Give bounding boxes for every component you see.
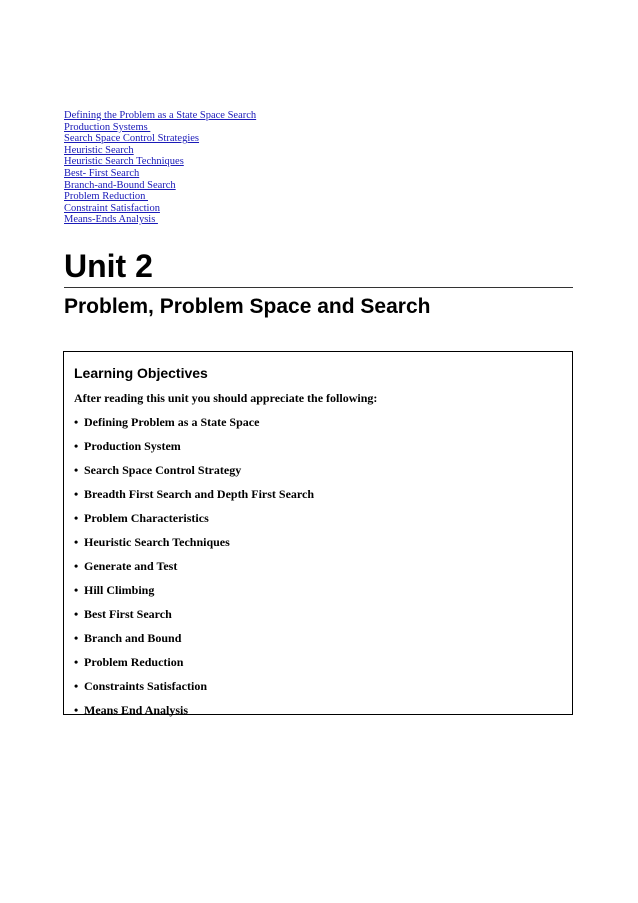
list-item: [74, 510, 314, 534]
toc-link[interactable]: Means-Ends Analysis: [64, 214, 158, 226]
list-item: [74, 462, 314, 486]
bullet-icon: •: [74, 487, 79, 501]
list-item: [74, 558, 314, 582]
list-item: [74, 654, 314, 678]
list-item: [74, 486, 314, 510]
list-item: [74, 582, 314, 606]
toc-link[interactable]: Heuristic Search: [64, 144, 134, 156]
objective-text: Defining Problem as a State Space: [84, 415, 260, 429]
objective-text: Means End Analysis: [84, 703, 189, 717]
table-of-contents: [64, 110, 256, 226]
toc-link[interactable]: Heuristic Search Techniques: [64, 156, 184, 168]
bullet-icon: •: [74, 415, 79, 429]
toc-link[interactable]: Branch-and-Bound Search: [64, 179, 176, 191]
bullet-icon: •: [74, 631, 79, 645]
list-item: [74, 606, 314, 630]
bullet-icon: •: [74, 679, 79, 693]
bullet-icon: •: [74, 607, 79, 621]
bullet-icon: •: [74, 703, 79, 717]
bullet-icon: •: [74, 655, 79, 669]
objective-text: Constraints Satisfaction: [84, 679, 208, 693]
objectives-intro: After reading this unit you should appreciate the following:: [74, 391, 378, 405]
objective-text: Breadth First Search and Depth First Search: [84, 487, 314, 501]
toc-link[interactable]: Problem Reduction: [64, 191, 148, 203]
objectives-list: [74, 414, 314, 726]
list-item: [74, 678, 314, 702]
objective-text: Branch and Bound: [84, 631, 182, 645]
unit-subtitle: Problem, Problem Space and Search: [64, 295, 431, 318]
learning-objectives-heading: Learning Objectives: [74, 365, 208, 381]
bullet-icon: •: [74, 559, 79, 573]
toc-link[interactable]: Search Space Control Strategies: [64, 133, 200, 145]
objective-text: Best First Search: [84, 607, 172, 621]
objective-text: Heuristic Search Techniques: [84, 535, 230, 549]
objective-text: Production System: [84, 439, 181, 453]
objective-text: Problem Reduction: [84, 655, 184, 669]
list-item: [74, 438, 314, 462]
bullet-icon: •: [74, 511, 79, 525]
list-item: [74, 630, 314, 654]
toc-link[interactable]: Best- First Search: [64, 167, 140, 179]
bullet-icon: •: [74, 439, 79, 453]
objective-text: Generate and Test: [84, 559, 178, 573]
toc-link[interactable]: Production Systems: [64, 121, 151, 133]
objective-text: Search Space Control Strategy: [84, 463, 242, 477]
list-item: [74, 414, 314, 438]
toc-link[interactable]: Constraint Satisfaction: [64, 202, 160, 214]
learning-objectives-box: [63, 351, 573, 715]
bullet-icon: •: [74, 535, 79, 549]
bullet-icon: •: [74, 583, 79, 597]
toc-link[interactable]: Defining the Problem as a State Space Search: [64, 110, 257, 121]
title-divider: [64, 287, 573, 288]
objective-text: Problem Characteristics: [84, 511, 209, 525]
unit-title: Unit 2: [64, 248, 153, 284]
bullet-icon: •: [74, 463, 79, 477]
objective-text: Hill Climbing: [84, 583, 155, 597]
list-item: [74, 534, 314, 558]
list-item: [74, 702, 314, 726]
